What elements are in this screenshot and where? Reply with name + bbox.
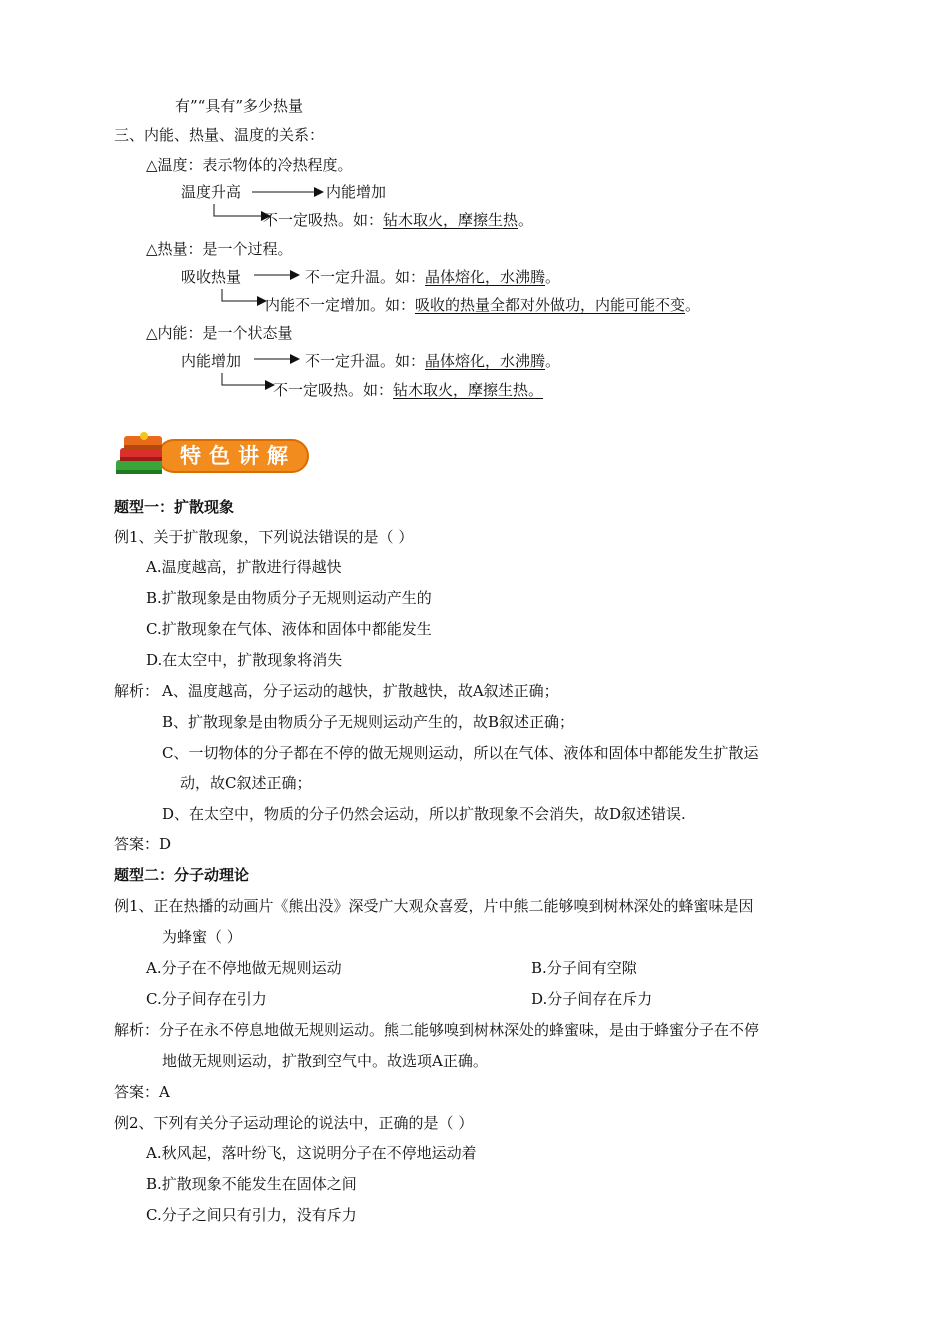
internal-energy-increase-label-2: 内能增加 — [181, 352, 242, 370]
type1-title: 题型一：扩散现象 — [114, 498, 235, 516]
type2-q2-option-c: C.分子之间只有引力，没有斥力 — [146, 1206, 357, 1224]
arrow-right-icon — [252, 349, 307, 369]
temperature-note: 不一定吸热。如：钻木取火，摩擦生热。 — [263, 211, 534, 229]
arrow-right-icon — [252, 265, 307, 285]
absorb-heat-label: 吸收热量 — [181, 268, 242, 286]
type1-question: 例1、关于扩散现象，下列说法错误的是（ ） — [114, 528, 414, 546]
heat-note-1: 不一定升温。如：晶体熔化，水沸腾。 — [305, 268, 561, 286]
type2-q1-line1: 例1、正在热播的动画片《熊出没》深受广大观众喜爱，片中熊二能够嗅到树林深处的蜂蜜味是因 — [114, 897, 754, 915]
type1-analysis-b: B、扩散现象是由物质分子无规则运动产生的，故B叙述正确； — [162, 713, 575, 731]
type2-q1-option-d: D.分子间存在斥力 — [531, 990, 653, 1008]
arrow-right-icon — [250, 182, 330, 202]
temperature-heading: △温度：表示物体的冷热程度。 — [146, 156, 353, 174]
type2-title: 题型二：分子动理论 — [114, 866, 250, 884]
branch-arrow-icon — [215, 373, 280, 393]
type2-q1-analysis-2: 地做无规则运动，扩散到空气中。故选项A正确。 — [162, 1052, 488, 1070]
type1-answer: 答案：D — [114, 835, 172, 853]
type1-analysis-d: D、在太空中，物质的分子仍然会运动，所以扩散现象不会消失，故D叙述错误. — [162, 805, 686, 823]
type2-q1-option-b: B.分子间有空隙 — [531, 959, 637, 977]
feature-banner — [114, 430, 314, 482]
banner-title: 特色讲解 — [180, 444, 296, 468]
type1-option-c: C.扩散现象在气体、液体和固体中都能发生 — [146, 620, 432, 638]
type2-q2: 例2、下列有关分子运动理论的说法中，正确的是（ ） — [114, 1114, 474, 1132]
type2-q1-option-c: C.分子间存在引力 — [146, 990, 267, 1008]
internal-energy-increase-label: 内能增加 — [326, 183, 387, 201]
type1-analysis-label: 解析： — [114, 682, 160, 700]
internal-energy-heading: △内能：是一个状态量 — [146, 324, 293, 342]
type2-q2-option-a: A.秋风起，落叶纷飞，这说明分子在不停地运动着 — [146, 1144, 477, 1162]
type2-q1-option-a: A.分子在不停地做无规则运动 — [146, 959, 342, 977]
type1-analysis-c-cont: 动，故C叙述正确； — [180, 774, 312, 792]
heat-note-2: 内能不一定增加。如：吸收的热量全都对外做功，内能可能不变。 — [265, 296, 701, 314]
type2-q2-option-b: B.扩散现象不能发生在固体之间 — [146, 1175, 357, 1193]
type1-option-d: D.在太空中，扩散现象将消失 — [146, 651, 343, 669]
type2-q1-analysis-1: 解析：分子在永不停息地做无规则运动。熊二能够嗅到树林深处的蜂蜜味，是由于蜂蜜分子在不停 — [114, 1021, 760, 1039]
type2-q1-answer: 答案：A — [114, 1083, 170, 1101]
type1-analysis-a: A、温度越高，分子运动的越快，扩散越快，故A叙述正确； — [162, 682, 559, 700]
type1-option-b: B.扩散现象是由物质分子无规则运动产生的 — [146, 589, 432, 607]
type1-option-a: A.温度越高，扩散进行得越快 — [146, 558, 342, 576]
energy-note-1: 不一定升温。如：晶体熔化，水沸腾。 — [305, 352, 561, 370]
continuation-line: 有”“具有”多少热量 — [175, 97, 304, 115]
temperature-rise-label: 温度升高 — [181, 183, 242, 201]
energy-note-2: 不一定吸热。如：钻木取火，摩擦生热。 — [273, 381, 544, 399]
type1-analysis-c: C、一切物体的分子都在不停的做无规则运动，所以在气体、液体和固体中都能发生扩散运 — [162, 744, 759, 762]
section-title: 三、内能、热量、温度的关系： — [114, 126, 325, 144]
heat-heading: △热量：是一个过程。 — [146, 240, 293, 258]
type2-q1-line2: 为蜂蜜（ ） — [162, 928, 242, 946]
